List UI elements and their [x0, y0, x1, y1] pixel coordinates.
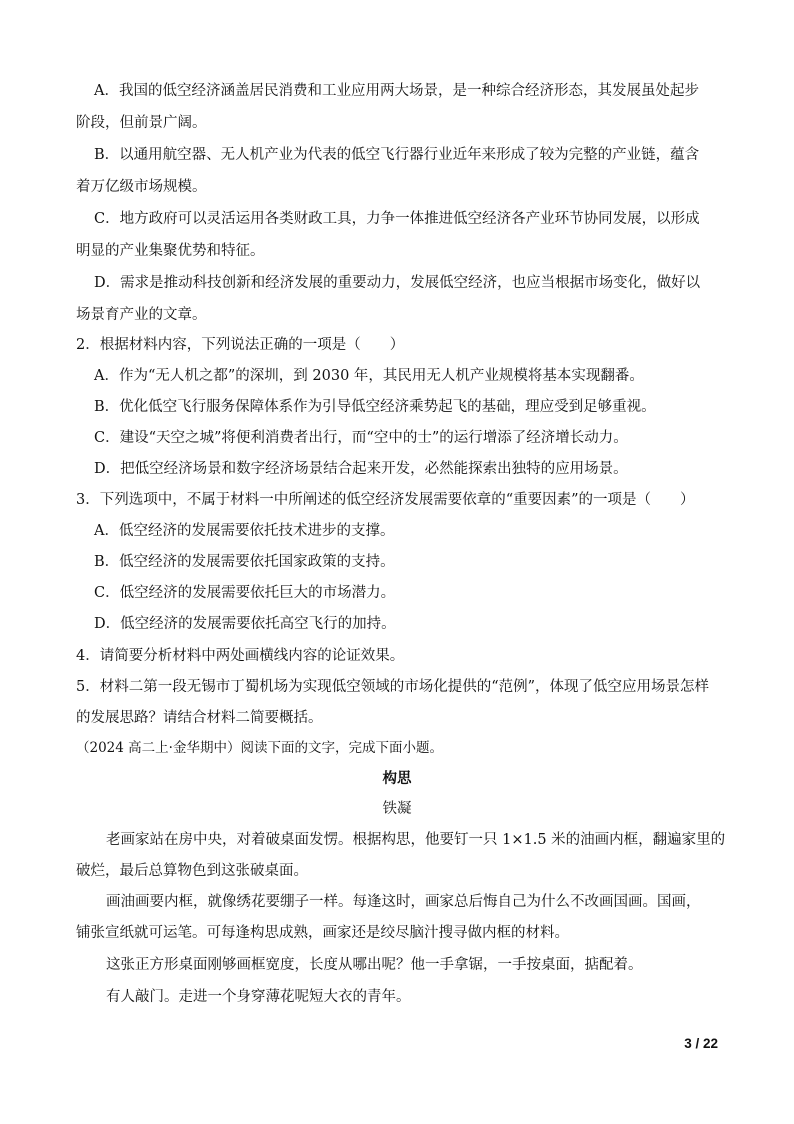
q1-option-d-line1: D．需求是推动科技创新和经济发展的重要动力，发展低空经济，也应当根据市场变化，做好以	[94, 275, 701, 291]
q3-option-c: C．低空经济的发展需要依托巨大的市场潜力。	[94, 585, 396, 601]
q1-option-c-line2: 明显的产业集聚优势和特征。	[76, 243, 265, 259]
question-3-stem: 3．下列选项中，不属于材料一中所阐述的低空经济发展需要依章的“重要因素”的一项是（ ）	[76, 492, 695, 508]
q1-option-d-line2: 场景育产业的文章。	[76, 307, 207, 323]
page-number: 3 / 22	[684, 1036, 718, 1051]
q1-option-a-line1: A．我国的低空经济涵盖居民消费和工业应用两大场景，是一种综合经济形态，其发展虽处起步	[94, 83, 699, 99]
q3-option-a: A．低空经济的发展需要依托技术进步的支撑。	[94, 523, 395, 539]
q2-option-c: C．建设“天空之城”将便利消费者出行，而“空中的士”的运行增添了经济增长动力。	[94, 430, 628, 446]
question-4: 4．请简要分析材料中两处画横线内容的论证效果。	[76, 648, 405, 664]
story-title: 构思	[382, 770, 412, 787]
q3-option-d: D．低空经济的发展需要依托高空飞行的加持。	[94, 616, 396, 632]
q3-option-b: B．低空经济的发展需要依托国家政策的支持。	[94, 554, 395, 570]
q1-option-c-line1: C．地方政府可以灵活运用各类财政工具，力争一体推进低空经济各产业环节协同发展，以形成	[94, 211, 700, 227]
question-5-line1: 5．材料二第一段无锡市丁蜀机场为实现低空领域的市场化提供的“范例”，体现了低空应用场景怎样	[76, 679, 710, 695]
story-paragraph-3: 这张正方形桌面刚够画框宽度，长度从哪出呢？他一手拿锯，一手按桌面，掂配着。	[106, 957, 643, 973]
question-5-line2: 的发展思路？请结合材料二简要概括。	[76, 710, 323, 726]
q2-option-d: D．把低空经济场景和数字经济场景结合起来开发，必然能探索出独特的应用场景。	[94, 461, 628, 477]
q1-option-b-line1: B．以通用航空器、无人机产业为代表的低空飞行器行业近年来形成了较为完整的产业链，蕴含	[94, 147, 700, 163]
story-paragraph-1-line2: 破烂，最后总算物色到这张破桌面。	[76, 863, 308, 879]
question-2-stem: 2．根据材料内容，下列说法正确的一项是（ ）	[76, 337, 405, 353]
story-paragraph-2-line1: 画油画要内框，就像绣花要绷子一样。每逢这时，画家总后悔自己为什么不改画国画。国画，	[106, 894, 701, 910]
story-author: 铁凝	[382, 801, 412, 817]
q1-option-a-line2: 阶段，但前景广阔。	[76, 115, 207, 131]
story-paragraph-4: 有人敲门。走进一个身穿薄花呢短大衣的青年。	[106, 989, 411, 1005]
q2-option-a: A．作为“无人机之都”的深圳，到 2030 年，其民用无人机产业规模将基本实现翻番。	[94, 368, 644, 384]
q2-option-b: B．优化低空飞行服务保障体系作为引导低空经济乘势起飞的基础，理应受到足够重视。	[94, 399, 656, 415]
story-paragraph-2-line2: 铺张宣纸就可运笔。可每逢构思成熟，画家还是绞尽脑汁搜寻做内框的材料。	[76, 925, 569, 941]
story-paragraph-1-line1: 老画家站在房中央，对着破桌面发愣。根据构思，他要钉一只 1×1.5 米的油画内框，翻遍家里的	[106, 832, 726, 848]
q1-option-b-line2: 着万亿级市场规模。	[76, 179, 207, 195]
reading-source-line: （2024 高二上·金华期中）阅读下面的文字，完成下面小题。	[76, 740, 443, 756]
